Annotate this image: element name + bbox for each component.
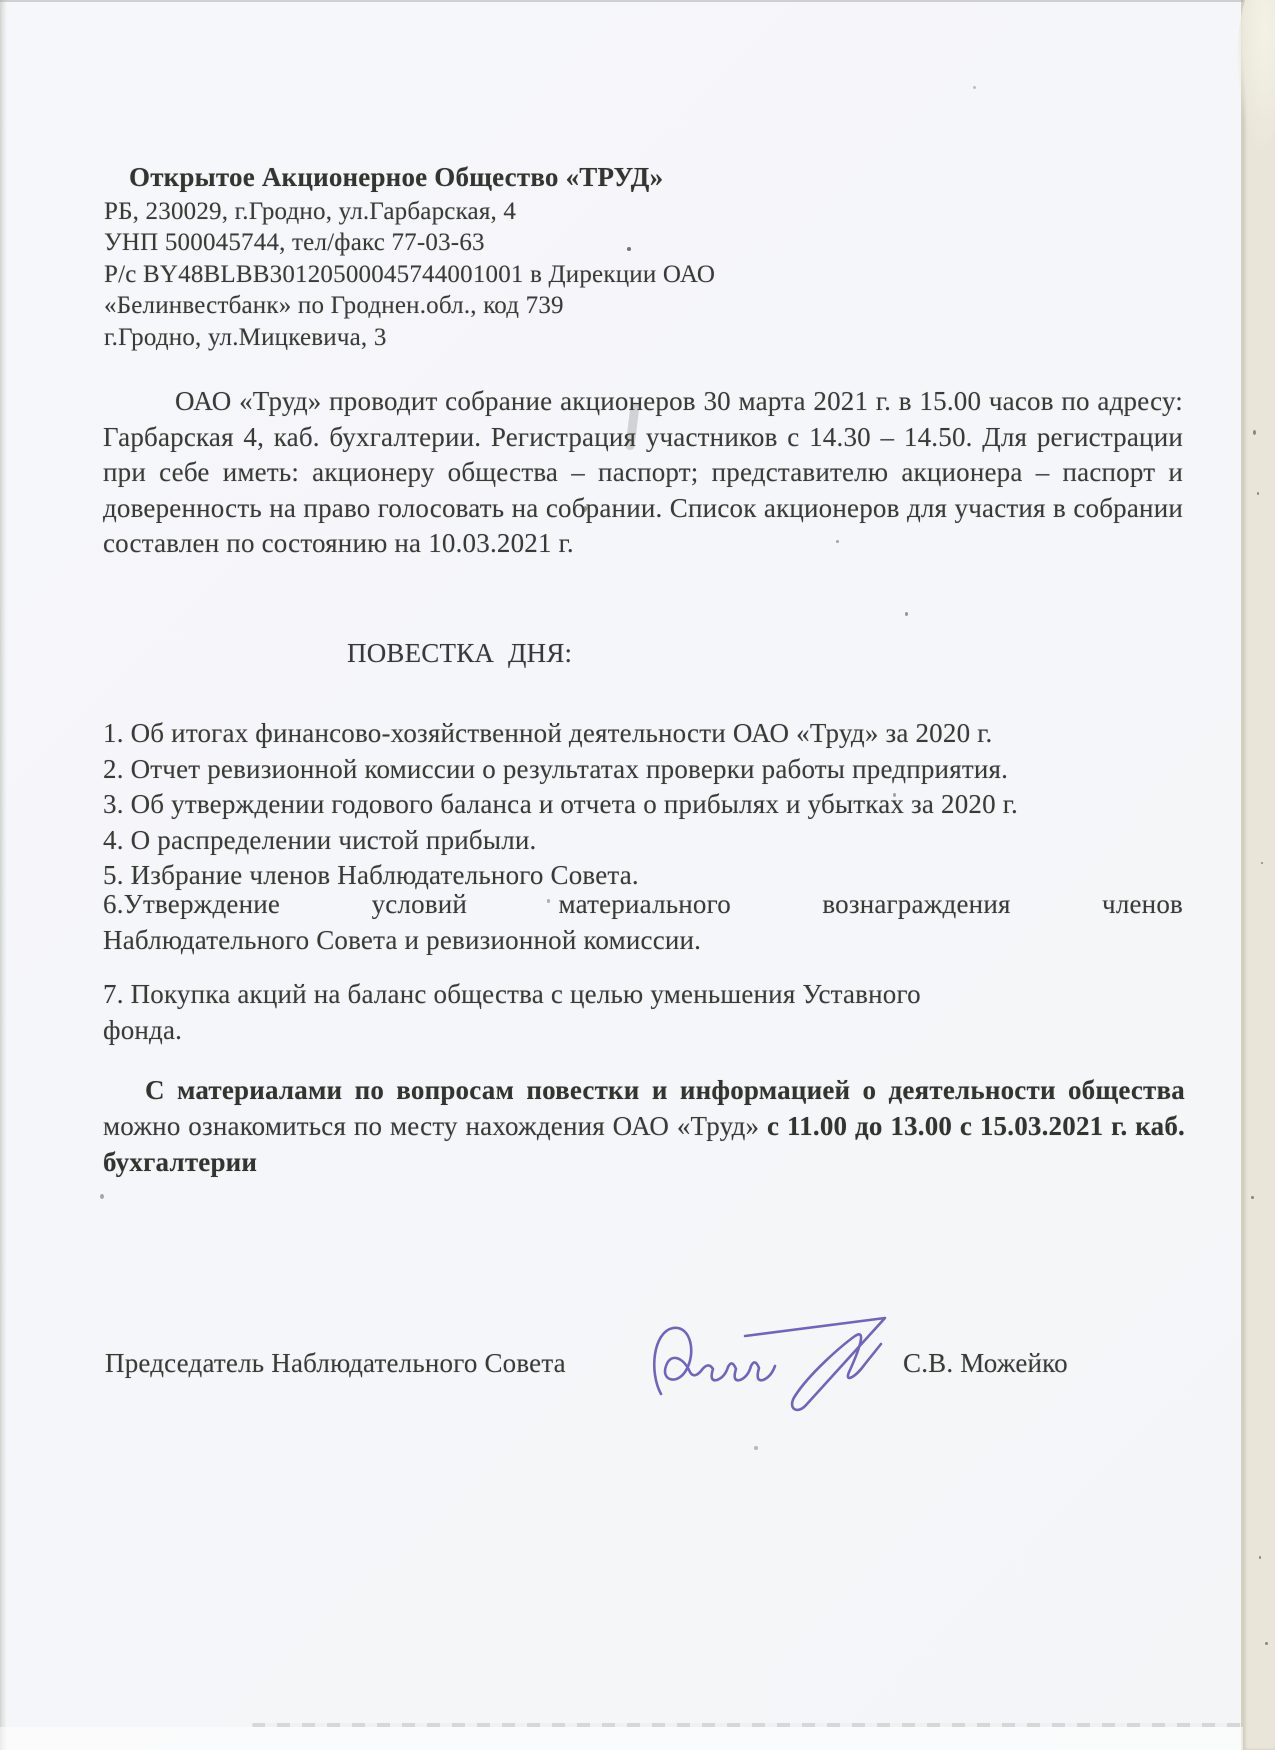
address-line: «Белинвестбанк» по Гроднен.обл., код 739	[104, 292, 564, 320]
address-line: г.Гродно, ул.Мицкевича, 3	[104, 323, 387, 351]
scan-speck	[1257, 492, 1259, 495]
agenda-item-7-line: 7. Покупка акций на баланс общества с целью уменьшения Уставного	[103, 979, 921, 1009]
scan-speck	[973, 86, 976, 89]
agenda-item-6-word: вознаграждения	[822, 889, 1011, 919]
agenda-item-6-justified-line	[103, 887, 1183, 923]
materials-availability-paragraph	[103, 1072, 1185, 1180]
agenda-item-3: 3. Об утверждении годового баланса и отчета о прибылях и убытках за 2020 г.	[103, 789, 1018, 819]
signer-position-title: Председатель Наблюдательного Совета	[105, 1348, 566, 1378]
materials-regular-middle: можно ознакомиться по месту нахождения ОАО «Труд»	[103, 1111, 767, 1141]
agenda-item-4: 4. О распределении чистой прибыли.	[103, 824, 537, 855]
agenda-heading: ПОВЕСТКА ДНЯ:	[347, 638, 573, 668]
paper-bottom-strip	[0, 1727, 1243, 1750]
scan-speck	[1259, 1556, 1261, 1559]
paper-top-edge-shadow	[0, 0, 1243, 2]
materials-bold-tail: с 11.00 до 13.00 с 15.03.2021 г. каб. бухгалтерии	[103, 1111, 1185, 1177]
agenda-item-6-word: членов	[1102, 889, 1183, 919]
agenda-item-6-second-line: Наблюдательного Совета и ревизионной комиссии.	[103, 924, 702, 955]
scan-speck	[905, 612, 908, 616]
scan-speck	[1251, 1196, 1254, 1199]
scan-speck	[1261, 862, 1263, 864]
agenda-item-6-word: материального	[558, 889, 731, 919]
agenda-item-6-word: 6.Утверждение	[103, 889, 281, 919]
agenda-item-7-line: фонда.	[103, 1014, 183, 1045]
paper-curl-highlight	[1237, 0, 1275, 150]
agenda-list	[103, 716, 1191, 894]
address-line: УНП 500045744, тел/факс 77-03-63	[104, 229, 485, 257]
agenda-item-2: 2. Отчет ревизионной комиссии о результатах проверки работы предприятия.	[103, 753, 1009, 784]
address-line: Р/с BY48BLBB30120500045744001001 в Дирекции ОАО	[104, 260, 716, 288]
scan-speck	[1265, 1642, 1268, 1645]
agenda-item-1: 1. Об итогах финансово-хозяйственной деятельности ОАО «Труд» за 2020 г.	[103, 718, 993, 748]
meeting-announcement-paragraph: ОАО «Труд» проводит собрание акционеров 30 марта 2021 г. в 15.00 часов по адресу: Гарбарская 4, каб. бухгалтерии. Регистрация участников с 14.30 – 14.50. Для регистрации при себе иметь: акционеру общества – паспорт; представителю акционера – паспорт и доверенность на право голосовать на собрании. Список акционеров для участия в собрании составлен по состоянию на 10.03.2021 г.	[103, 386, 1183, 558]
scan-speck	[754, 1446, 758, 1450]
agenda-item-6	[103, 887, 1183, 958]
paper-left-edge-shadow	[0, 0, 7, 1750]
agenda-item-6-word: условий	[371, 889, 468, 919]
agenda-item-7	[103, 977, 1183, 1048]
organization-title: Открытое Акционерное Общество «ТРУД»	[129, 162, 664, 192]
address-line: РБ, 230029, г.Гродно, ул.Гарбарская, 4	[104, 198, 517, 225]
organization-address-block	[104, 196, 715, 353]
agenda-item-5: 5. Избрание членов Наблюдательного Совета.	[103, 860, 639, 890]
scan-speck	[1253, 430, 1256, 435]
scanner-edge-band	[1241, 0, 1275, 1750]
handwritten-signature-icon	[645, 1312, 907, 1418]
scan-speck	[100, 1194, 104, 1199]
signer-name: С.В. Можейко	[903, 1348, 1068, 1378]
materials-bold-lead: С материалами по вопросам повестки и информацией о деятельности общества	[145, 1075, 1185, 1105]
